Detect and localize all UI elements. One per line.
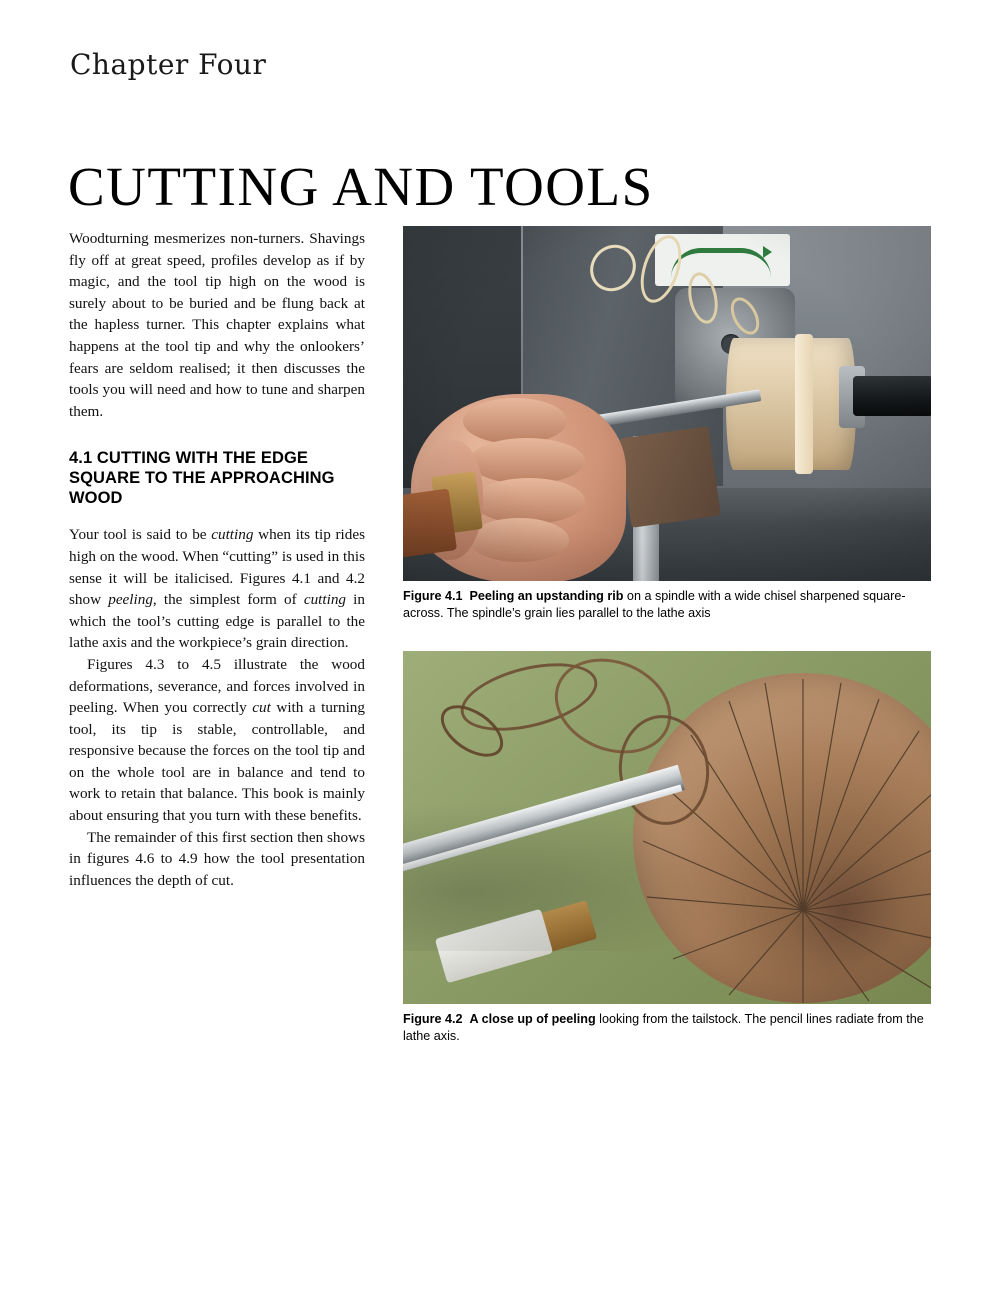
photo-shadow xyxy=(403,801,733,951)
page-title: CUTTING AND TOOLS xyxy=(68,155,654,217)
figure-number: Figure 4.1 xyxy=(403,589,463,603)
run-text: The remainder of this first section then shows in figures 4.6 to 4.9 how the tool presentation influences the depth of cut. xyxy=(69,828,365,889)
paragraph-1 xyxy=(69,524,365,654)
figure-caption-lead: A close up of peeling xyxy=(469,1012,596,1026)
figure-caption-text: looking from the tailstock. The pencil lines radiate from the lathe axis. xyxy=(403,1012,924,1043)
run-italic: cut xyxy=(252,699,271,717)
intro-paragraph: Woodturning mesmerizes non-turners. Shavings fly off at great speed, profiles develop as if by magic, and the tool tip high on the wood is surely about to be buried and be flung back at the hapless turner. This chapter explains what happens at the tool tip and why the onlookers’ fears are seldom realised; it then discusses the tools you will need and how to tune and sharpen them. xyxy=(69,230,365,420)
run-text: , the simplest form of xyxy=(152,591,304,609)
figure-4-2-photo xyxy=(403,651,931,1004)
run-text: Your tool is said to be xyxy=(69,526,212,544)
figure-caption-lead: Peeling an upstanding rib xyxy=(469,589,624,603)
figure-number: Figure 4.2 xyxy=(403,1012,463,1026)
figure-caption-text: on a spindle with a wide chisel sharpened square-across. The spindle’s grain lies parallel to the lathe axis xyxy=(403,589,906,620)
run-italic: cutting xyxy=(303,591,347,609)
run-text: with a turning tool, its tip is stable, controllable, and responsive because the forces on the tool tip and on the whole tool are in balance and tend to work to retain that balance. This book is mainly about ensuring that you turn with these benefits. xyxy=(69,699,365,825)
right-figure-column xyxy=(403,226,931,1044)
run-text: in which the tool’s cutting edge is parallel to the lathe axis and the workpiece’s grain direction. xyxy=(69,591,365,652)
run-italic: peeling xyxy=(108,591,153,609)
paragraph-2 xyxy=(69,654,365,827)
figure-4-1-photo xyxy=(403,226,931,581)
paragraph-3 xyxy=(69,827,365,892)
photo-vignette xyxy=(403,226,931,581)
section-heading: 4.1 CUTTING WITH THE EDGE SQUARE TO THE APPROACHING WOOD xyxy=(69,449,335,508)
run-text: when its tip rides high on the wood. When “cutting” is used in this sense it will be italicised. Figures 4.1 and 4.2 show xyxy=(69,526,365,609)
left-text-column xyxy=(69,228,365,891)
chapter-label: Chapter Four xyxy=(70,48,267,81)
figure-4-2 xyxy=(403,651,931,1044)
figure-4-1-caption xyxy=(403,588,931,621)
run-text: Figures 4.3 to 4.5 illustrate the wood deformations, severance, and forces involved in peeling. When you correctly xyxy=(69,655,365,717)
run-italic: cutting xyxy=(211,526,254,544)
figure-4-1 xyxy=(403,226,931,621)
figure-4-2-caption xyxy=(403,1011,931,1044)
